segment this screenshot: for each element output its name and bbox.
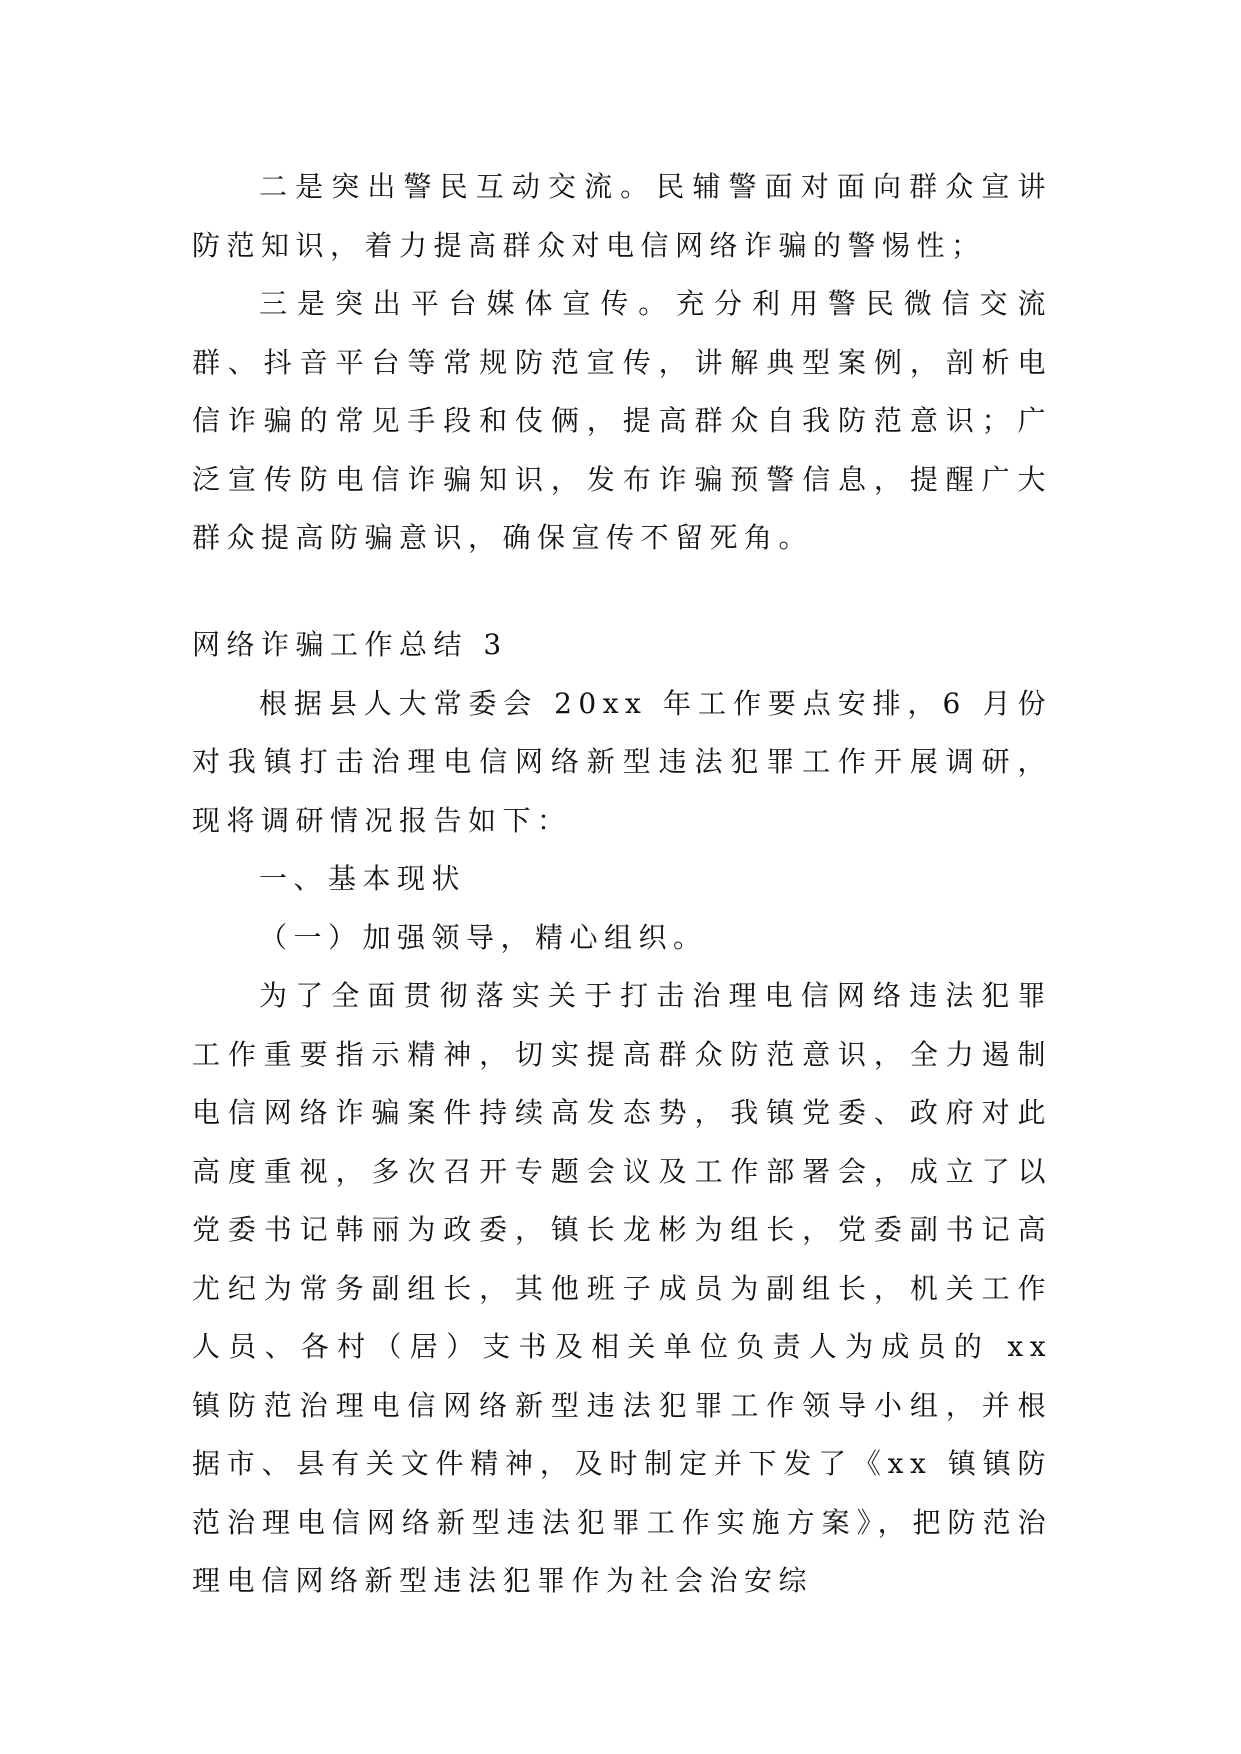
section-title: 网络诈骗工作总结 3 <box>192 628 508 661</box>
paragraph-intro: 根据县人大常委会 20xx 年工作要点安排，6 月份对我镇打击治理电信网络新型违法犯罪工作开展调研，现将调研情况报告如下： <box>192 686 1052 837</box>
paragraph-2-highlight-interaction: 二是突出警民互动交流。民辅警面对面向群众宣讲防范知识，着力提高群众对电信网络诈骗的警惕性； <box>192 170 1052 262</box>
document-body-bottom <box>192 616 1052 1611</box>
paragraph-3-media-publicity: 三是突出平台媒体宣传。充分利用警民微信交流群、抖音平台等常规防范宣传，讲解典型案例，剖析电信诈骗的常见手段和伎俩，提高群众自我防范意识；广泛宣传防电信诈骗知识，发布诈骗预警信息，提醒广大群众提高防骗意识，确保宣传不留死角。 <box>192 287 1052 554</box>
document-body-top <box>192 158 1052 568</box>
paragraph-leadership-detail: 为了全面贯彻落实关于打击治理电信网络违法犯罪工作重要指示精神，切实提高群众防范意识，全力遏制电信网络诈骗案件持续高发态势，我镇党委、政府对此高度重视，多次召开专题会议及工作部署会，成立了以党委书记韩丽为政委，镇长龙彬为组长，党委副书记高尤纪为常务副组长，其他班子成员为副组长，机关工作人员、各村（居）支书及相关单位负责人为成员的 xx 镇防范治理电信网络新型违法犯罪工作领导小组，并根据市、县有关文件精神，及时制定并下发了《xx 镇镇防范治理电信网络新型违法犯罪工作实施方案》，把防范治理电信网络新型违法犯罪作为社会治安综 <box>192 979 1052 1597</box>
subheading-leadership: （一）加强领导，精心组织。 <box>259 920 708 954</box>
heading-basic-status: 一、基本现状 <box>259 862 467 895</box>
